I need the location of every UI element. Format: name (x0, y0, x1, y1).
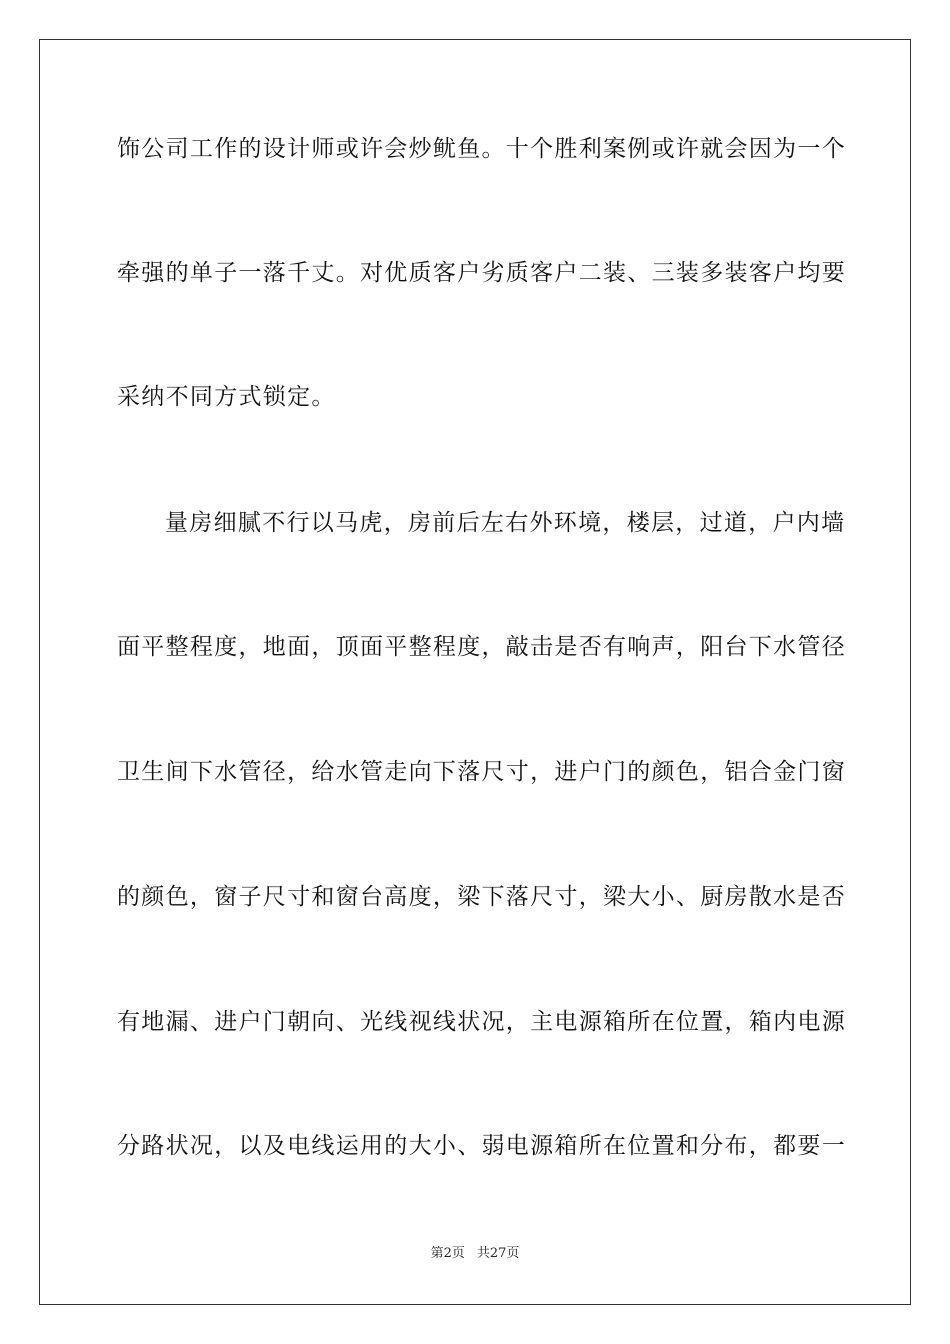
page-footer (0, 1245, 950, 1263)
body-line-5: 面平整程度，地面，顶面平整程度，敲击是否有响声，阳台下水管径 (117, 634, 846, 660)
page-total: 共27页 (476, 1246, 520, 1261)
body-line-2: 牵强的单子一落千丈。对优质客户劣质客户二装、三装多装客户均要 (117, 260, 846, 286)
body-line-6: 卫生间下水管径，给水管走向下落尺寸，进户门的颜色，铝合金门窗 (117, 759, 846, 785)
body-line-4: 量房细腻不行以马虎，房前后左右外环境，楼层，过道，户内墙 (165, 510, 846, 536)
body-line-8: 有地漏、进户门朝向、光线视线状况，主电源箱所在位置，箱内电源 (117, 1009, 846, 1035)
body-line-1: 饰公司工作的设计师或许会炒鱿鱼。十个胜利案例或许就会因为一个 (117, 136, 846, 162)
body-line-7: 的颜色，窗子尺寸和窗台高度，梁下落尺寸，梁大小、厨房散水是否 (117, 884, 846, 910)
body-line-9: 分路状况，以及电线运用的大小、弱电源箱所在位置和分布，都要一 (117, 1133, 846, 1159)
body-line-3: 采纳不同方式锁定。 (117, 384, 336, 410)
page-number: 第2页 (430, 1246, 465, 1261)
page-border (39, 39, 911, 1305)
